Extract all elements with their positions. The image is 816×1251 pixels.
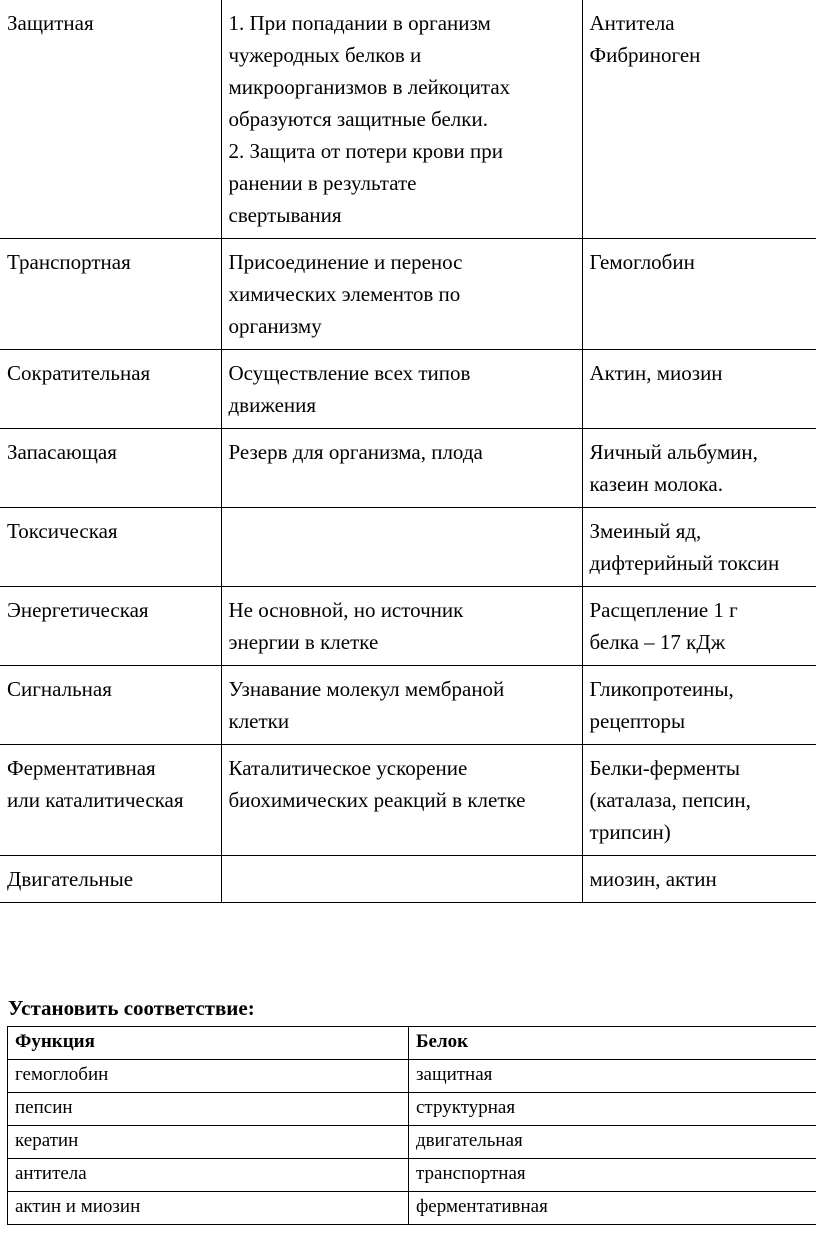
cell-text-line: Токсическая — [7, 519, 118, 543]
function-row — [0, 508, 816, 587]
function-row — [0, 239, 816, 350]
matching-cell-left: гемоглобин — [8, 1060, 409, 1093]
cell-text-line: Присоединение и перенос — [228, 250, 463, 274]
matching-cell-left: пепсин — [8, 1093, 409, 1126]
protein-examples-cell — [582, 0, 816, 239]
matching-row — [8, 1060, 816, 1093]
cell-text-line: Энергетическая — [7, 598, 149, 622]
protein-examples-cell — [582, 666, 816, 745]
protein-examples-cell — [582, 350, 816, 429]
cell-text-line: образуются защитные белки. — [228, 107, 488, 131]
function-description-cell — [221, 350, 582, 429]
protein-examples-cell — [582, 239, 816, 350]
cell-text-line: Змеиный яд, — [589, 519, 702, 543]
cell-text-line: трипсин) — [589, 820, 671, 844]
cell-text-line: Запасающая — [7, 440, 117, 464]
function-row — [0, 0, 816, 239]
cell-text-line: дифтерийный токсин — [589, 551, 780, 575]
column-header-function: Функция — [8, 1027, 409, 1060]
cell-text-line: движения — [228, 393, 317, 417]
cell-text-line: 2. Защита от потери крови при — [228, 139, 503, 163]
function-name-cell — [0, 856, 221, 903]
cell-text-line: Узнавание молекул мембраной — [228, 677, 505, 701]
matching-cell-right: защитная — [409, 1060, 816, 1093]
cell-text-line: энергии в клетке — [228, 630, 379, 654]
cell-text-line: Белки-ферменты — [589, 756, 741, 780]
function-name-cell — [0, 429, 221, 508]
function-description-cell — [221, 666, 582, 745]
function-row — [0, 587, 816, 666]
function-row — [0, 666, 816, 745]
cell-text-line: Осуществление всех типов — [228, 361, 471, 385]
cell-text-line: казеин молока. — [589, 472, 723, 496]
protein-examples-cell — [582, 508, 816, 587]
cell-text-line: Не основной, но источник — [228, 598, 464, 622]
matching-row — [8, 1126, 816, 1159]
protein-examples-cell — [582, 856, 816, 903]
cell-text-line: химических элементов по — [228, 282, 461, 306]
cell-text-line: Транспортная — [7, 250, 131, 274]
matching-table — [7, 1026, 816, 1225]
function-description-cell — [221, 508, 582, 587]
protein-examples-cell — [582, 587, 816, 666]
cell-text-line: биохимических реакций в клетке — [228, 788, 526, 812]
cell-text-line: Фибриноген — [589, 43, 701, 67]
matching-cell-right: двигательная — [409, 1126, 816, 1159]
function-name-cell — [0, 239, 221, 350]
function-description-cell — [221, 0, 582, 239]
matching-cell-left: антитела — [8, 1159, 409, 1192]
cell-text-line: Актин, миозин — [589, 361, 723, 385]
cell-text-line: Сигнальная — [7, 677, 112, 701]
function-row — [0, 429, 816, 508]
matching-cell-left: актин и миозин — [8, 1192, 409, 1225]
matching-task-title: Установить соответствие: — [8, 996, 255, 1020]
cell-text-line: Расщепление 1 г — [589, 598, 738, 622]
cell-text-line: или каталитическая — [7, 788, 184, 812]
cell-text-line: (каталаза, пепсин, — [589, 788, 751, 812]
cell-text-line: чужеродных белков и — [228, 43, 422, 67]
function-name-cell — [0, 508, 221, 587]
function-row — [0, 745, 816, 856]
cell-text-line: миозин, актин — [589, 867, 717, 891]
function-name-cell — [0, 587, 221, 666]
function-description-cell — [221, 587, 582, 666]
cell-text-line: Гемоглобин — [589, 250, 695, 274]
cell-text-line: Каталитическое ускорение — [228, 756, 468, 780]
matching-row — [8, 1159, 816, 1192]
cell-text-line: Двигательные — [7, 867, 134, 891]
function-name-cell — [0, 350, 221, 429]
function-description-cell — [221, 239, 582, 350]
cell-text-line: Защитная — [7, 11, 94, 35]
cell-text-line: Гликопротеины, — [589, 677, 734, 701]
matching-cell-right: структурная — [409, 1093, 816, 1126]
matching-row — [8, 1093, 816, 1126]
function-row — [0, 856, 816, 903]
cell-text-line: ранении в результате — [228, 171, 417, 195]
cell-text-line: Ферментативная — [7, 756, 156, 780]
matching-cell-right: транспортная — [409, 1159, 816, 1192]
protein-examples-cell — [582, 745, 816, 856]
cell-text-line: рецепторы — [589, 709, 686, 733]
cell-text-line: Антитела — [589, 11, 675, 35]
cell-text-line: клетки — [228, 709, 290, 733]
function-description-cell — [221, 856, 582, 903]
protein-examples-cell — [582, 429, 816, 508]
cell-text-line: Сократительная — [7, 361, 151, 385]
matching-row — [8, 1192, 816, 1225]
function-name-cell — [0, 0, 221, 239]
cell-text-line: микроорганизмов в лейкоцитах — [228, 75, 511, 99]
matching-header-row — [8, 1027, 816, 1060]
cell-text-line: белка – 17 кДж — [589, 630, 726, 654]
cell-text-line: 1. При попадании в организм — [228, 11, 491, 35]
function-name-cell — [0, 666, 221, 745]
cell-text-line: Яичный альбумин, — [589, 440, 758, 464]
cell-text-line: Резерв для организма, плода — [228, 440, 483, 464]
matching-cell-right: ферментативная — [409, 1192, 816, 1225]
function-description-cell — [221, 745, 582, 856]
function-row — [0, 350, 816, 429]
cell-text-line: свертывания — [228, 203, 342, 227]
function-description-cell — [221, 429, 582, 508]
matching-cell-left: кератин — [8, 1126, 409, 1159]
function-name-cell — [0, 745, 221, 856]
column-header-protein: Белок — [409, 1027, 816, 1060]
cell-text-line: организму — [228, 314, 322, 338]
